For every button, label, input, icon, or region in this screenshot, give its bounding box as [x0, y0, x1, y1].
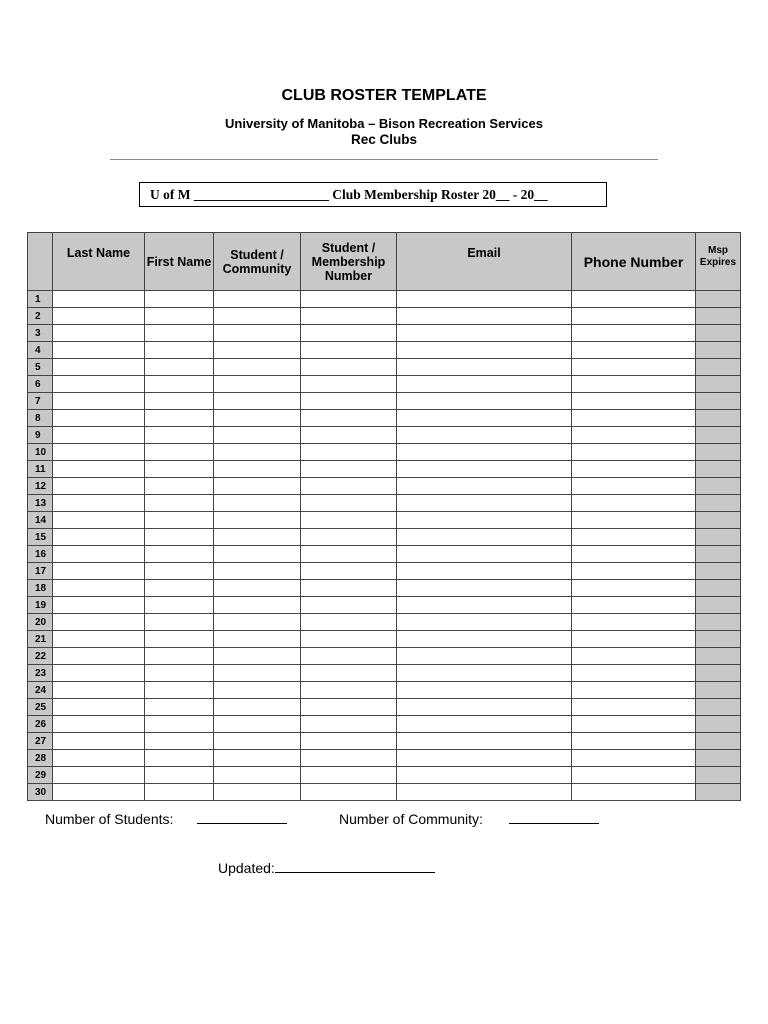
table-row [28, 665, 741, 682]
table-row [28, 682, 741, 699]
cell-last-name[interactable] [53, 546, 145, 563]
cell-last-name[interactable] [53, 529, 145, 546]
cell-membership-number[interactable] [301, 444, 397, 461]
cell-last-name[interactable] [53, 376, 145, 393]
cell-membership-number[interactable] [301, 784, 397, 801]
cell-student-community[interactable] [214, 342, 301, 359]
cell-msp-expires[interactable] [696, 376, 741, 393]
cell-first-name[interactable] [145, 461, 214, 478]
cell-student-community[interactable] [214, 665, 301, 682]
cell-first-name[interactable] [145, 699, 214, 716]
program-subtitle: Rec Clubs [350, 132, 418, 147]
cell-phone-number[interactable] [572, 359, 696, 376]
cell-phone-number[interactable] [572, 631, 696, 648]
row-number: 1 [28, 291, 53, 308]
cell-student-community[interactable] [214, 512, 301, 529]
table-row [28, 359, 741, 376]
table-row [28, 291, 741, 308]
cell-membership-number[interactable] [301, 512, 397, 529]
cell-student-community[interactable] [214, 631, 301, 648]
table-row [28, 580, 741, 597]
cell-first-name[interactable] [145, 784, 214, 801]
table-row [28, 733, 741, 750]
cell-msp-expires[interactable] [696, 325, 741, 342]
row-number: 25 [28, 699, 53, 716]
cell-membership-number[interactable] [301, 614, 397, 631]
cell-membership-number[interactable] [301, 291, 397, 308]
page-title: CLUB ROSTER TEMPLATE [281, 87, 487, 104]
cell-student-community[interactable] [214, 716, 301, 733]
cell-last-name[interactable] [53, 342, 145, 359]
organization-subtitle: University of Manitoba – Bison Recreation Services [225, 116, 543, 131]
table-row [28, 546, 741, 563]
cell-phone-number[interactable] [572, 563, 696, 580]
row-number: 4 [28, 342, 53, 359]
cell-first-name[interactable] [145, 342, 214, 359]
cell-email[interactable] [397, 325, 572, 342]
cell-phone-number[interactable] [572, 648, 696, 665]
table-row [28, 529, 741, 546]
cell-student-community[interactable] [214, 461, 301, 478]
cell-last-name[interactable] [53, 648, 145, 665]
cell-student-community[interactable] [214, 648, 301, 665]
cell-msp-expires[interactable] [696, 750, 741, 767]
cell-msp-expires[interactable] [696, 342, 741, 359]
cell-membership-number[interactable] [301, 665, 397, 682]
cell-last-name[interactable] [53, 750, 145, 767]
number-of-community [339, 811, 599, 827]
cell-membership-number[interactable] [301, 580, 397, 597]
cell-last-name[interactable] [53, 614, 145, 631]
cell-email[interactable] [397, 444, 572, 461]
cell-membership-number[interactable] [301, 308, 397, 325]
cell-email[interactable] [397, 648, 572, 665]
cell-student-community[interactable] [214, 308, 301, 325]
table-row [28, 716, 741, 733]
cell-student-community[interactable] [214, 410, 301, 427]
row-number: 3 [28, 325, 53, 342]
table-row [28, 699, 741, 716]
cell-membership-number[interactable] [301, 427, 397, 444]
cell-first-name[interactable] [145, 546, 214, 563]
cell-student-community[interactable] [214, 784, 301, 801]
cell-membership-number[interactable] [301, 750, 397, 767]
cell-last-name[interactable] [53, 580, 145, 597]
row-number: 29 [28, 767, 53, 784]
cell-first-name[interactable] [145, 478, 214, 495]
cell-email[interactable] [397, 478, 572, 495]
cell-last-name[interactable] [53, 699, 145, 716]
cell-phone-number[interactable] [572, 393, 696, 410]
table-row [28, 478, 741, 495]
cell-membership-number[interactable] [301, 648, 397, 665]
cell-student-community[interactable] [214, 767, 301, 784]
cell-last-name[interactable] [53, 427, 145, 444]
cell-first-name[interactable] [145, 308, 214, 325]
cell-student-community[interactable] [214, 563, 301, 580]
cell-phone-number[interactable] [572, 376, 696, 393]
row-number: 28 [28, 750, 53, 767]
cell-membership-number[interactable] [301, 359, 397, 376]
cell-phone-number[interactable] [572, 750, 696, 767]
cell-student-community[interactable] [214, 325, 301, 342]
table-row [28, 308, 741, 325]
column-header-student-community: Student / Community [214, 233, 301, 291]
updated-field[interactable] [275, 860, 435, 873]
row-number: 7 [28, 393, 53, 410]
cell-msp-expires[interactable] [696, 682, 741, 699]
row-number: 5 [28, 359, 53, 376]
cell-phone-number[interactable] [572, 614, 696, 631]
cell-membership-number[interactable] [301, 597, 397, 614]
cell-phone-number[interactable] [572, 682, 696, 699]
cell-first-name[interactable] [145, 359, 214, 376]
cell-msp-expires[interactable] [696, 308, 741, 325]
cell-first-name[interactable] [145, 648, 214, 665]
row-number: 9 [28, 427, 53, 444]
cell-first-name[interactable] [145, 410, 214, 427]
updated-line [218, 860, 435, 876]
number-of-students-label: Number of Students: [45, 811, 174, 827]
cell-phone-number[interactable] [572, 733, 696, 750]
row-number: 15 [28, 529, 53, 546]
cell-last-name[interactable] [53, 631, 145, 648]
cell-email[interactable] [397, 461, 572, 478]
table-row [28, 784, 741, 801]
row-number: 24 [28, 682, 53, 699]
cell-msp-expires[interactable] [696, 461, 741, 478]
cell-phone-number[interactable] [572, 529, 696, 546]
cell-student-community[interactable] [214, 529, 301, 546]
cell-membership-number[interactable] [301, 529, 397, 546]
cell-msp-expires[interactable] [696, 495, 741, 512]
row-number: 8 [28, 410, 53, 427]
cell-first-name[interactable] [145, 631, 214, 648]
cell-phone-number[interactable] [572, 410, 696, 427]
cell-email[interactable] [397, 359, 572, 376]
cell-email[interactable] [397, 529, 572, 546]
cell-msp-expires[interactable] [696, 512, 741, 529]
cell-membership-number[interactable] [301, 495, 397, 512]
cell-first-name[interactable] [145, 393, 214, 410]
row-number: 23 [28, 665, 53, 682]
cell-membership-number[interactable] [301, 716, 397, 733]
cell-msp-expires[interactable] [696, 614, 741, 631]
cell-msp-expires[interactable] [696, 665, 741, 682]
row-number: 20 [28, 614, 53, 631]
cell-last-name[interactable] [53, 716, 145, 733]
cell-email[interactable] [397, 512, 572, 529]
cell-msp-expires[interactable] [696, 767, 741, 784]
cell-email[interactable] [397, 546, 572, 563]
cell-msp-expires[interactable] [696, 563, 741, 580]
cell-msp-expires[interactable] [696, 699, 741, 716]
cell-membership-number[interactable] [301, 733, 397, 750]
cell-msp-expires[interactable] [696, 410, 741, 427]
cell-membership-number[interactable] [301, 410, 397, 427]
cell-last-name[interactable] [53, 495, 145, 512]
cell-email[interactable] [397, 410, 572, 427]
row-number: 27 [28, 733, 53, 750]
cell-last-name[interactable] [53, 597, 145, 614]
cell-msp-expires[interactable] [696, 648, 741, 665]
cell-last-name[interactable] [53, 784, 145, 801]
cell-first-name[interactable] [145, 512, 214, 529]
cell-membership-number[interactable] [301, 682, 397, 699]
cell-email[interactable] [397, 716, 572, 733]
cell-membership-number[interactable] [301, 767, 397, 784]
cell-msp-expires[interactable] [696, 597, 741, 614]
cell-msp-expires[interactable] [696, 359, 741, 376]
row-number: 12 [28, 478, 53, 495]
cell-first-name[interactable] [145, 495, 214, 512]
cell-last-name[interactable] [53, 291, 145, 308]
cell-phone-number[interactable] [572, 665, 696, 682]
cell-first-name[interactable] [145, 376, 214, 393]
cell-last-name[interactable] [53, 563, 145, 580]
row-number: 14 [28, 512, 53, 529]
cell-last-name[interactable] [53, 478, 145, 495]
cell-last-name[interactable] [53, 393, 145, 410]
cell-first-name[interactable] [145, 733, 214, 750]
number-of-community-field[interactable] [509, 811, 599, 824]
cell-membership-number[interactable] [301, 325, 397, 342]
cell-student-community[interactable] [214, 614, 301, 631]
cell-first-name[interactable] [145, 563, 214, 580]
row-number: 21 [28, 631, 53, 648]
cell-student-community[interactable] [214, 699, 301, 716]
cell-phone-number[interactable] [572, 444, 696, 461]
cell-phone-number[interactable] [572, 495, 696, 512]
column-header-email: Email [397, 233, 572, 291]
cell-last-name[interactable] [53, 308, 145, 325]
number-of-students-field[interactable] [197, 811, 287, 824]
cell-last-name[interactable] [53, 410, 145, 427]
table-row [28, 461, 741, 478]
column-header-phone-number: Phone Number [572, 233, 696, 291]
cell-student-community[interactable] [214, 393, 301, 410]
cell-first-name[interactable] [145, 580, 214, 597]
cell-email[interactable] [397, 427, 572, 444]
cell-email[interactable] [397, 597, 572, 614]
row-number: 2 [28, 308, 53, 325]
cell-phone-number[interactable] [572, 427, 696, 444]
cell-last-name[interactable] [53, 444, 145, 461]
cell-phone-number[interactable] [572, 784, 696, 801]
cell-email[interactable] [397, 376, 572, 393]
cell-student-community[interactable] [214, 546, 301, 563]
cell-email[interactable] [397, 495, 572, 512]
cell-membership-number[interactable] [301, 478, 397, 495]
column-header-last-name: Last Name [53, 233, 145, 291]
cell-email[interactable] [397, 393, 572, 410]
row-number: 17 [28, 563, 53, 580]
cell-first-name[interactable] [145, 767, 214, 784]
roster-table [27, 232, 741, 801]
cell-msp-expires[interactable] [696, 784, 741, 801]
cell-last-name[interactable] [53, 733, 145, 750]
cell-email[interactable] [397, 682, 572, 699]
cell-msp-expires[interactable] [696, 529, 741, 546]
cell-first-name[interactable] [145, 614, 214, 631]
table-row [28, 495, 741, 512]
cell-phone-number[interactable] [572, 716, 696, 733]
row-number: 18 [28, 580, 53, 597]
table-row [28, 597, 741, 614]
table-row [28, 342, 741, 359]
cell-msp-expires[interactable] [696, 716, 741, 733]
cell-msp-expires[interactable] [696, 478, 741, 495]
cell-first-name[interactable] [145, 750, 214, 767]
cell-phone-number[interactable] [572, 308, 696, 325]
cell-first-name[interactable] [145, 325, 214, 342]
table-row [28, 444, 741, 461]
table-row [28, 410, 741, 427]
table-row [28, 750, 741, 767]
cell-last-name[interactable] [53, 359, 145, 376]
cell-first-name[interactable] [145, 529, 214, 546]
cell-phone-number[interactable] [572, 546, 696, 563]
table-row [28, 427, 741, 444]
cell-first-name[interactable] [145, 665, 214, 682]
cell-phone-number[interactable] [572, 699, 696, 716]
cell-student-community[interactable] [214, 733, 301, 750]
number-of-students [45, 811, 287, 827]
table-row [28, 631, 741, 648]
cell-student-community[interactable] [214, 359, 301, 376]
cell-membership-number[interactable] [301, 546, 397, 563]
cell-student-community[interactable] [214, 682, 301, 699]
cell-membership-number[interactable] [301, 461, 397, 478]
cell-phone-number[interactable] [572, 291, 696, 308]
table-row [28, 563, 741, 580]
table-row [28, 512, 741, 529]
cell-student-community[interactable] [214, 478, 301, 495]
cell-msp-expires[interactable] [696, 546, 741, 563]
row-number: 26 [28, 716, 53, 733]
cell-email[interactable] [397, 308, 572, 325]
cell-msp-expires[interactable] [696, 393, 741, 410]
cell-email[interactable] [397, 750, 572, 767]
club-roster-heading-box: U of M ____________________ Club Membership Roster 20__ - 20__ [139, 182, 607, 207]
column-header-first-name: First Name [145, 233, 214, 291]
cell-phone-number[interactable] [572, 478, 696, 495]
cell-student-community[interactable] [214, 444, 301, 461]
cell-phone-number[interactable] [572, 325, 696, 342]
row-number: 10 [28, 444, 53, 461]
table-row [28, 767, 741, 784]
cell-membership-number[interactable] [301, 342, 397, 359]
row-number: 30 [28, 784, 53, 801]
cell-first-name[interactable] [145, 444, 214, 461]
cell-first-name[interactable] [145, 716, 214, 733]
column-header-num [28, 233, 53, 291]
row-number: 13 [28, 495, 53, 512]
row-number: 19 [28, 597, 53, 614]
column-header-msp-expires: Msp Expires [696, 233, 741, 291]
cell-email[interactable] [397, 784, 572, 801]
cell-email[interactable] [397, 342, 572, 359]
cell-phone-number[interactable] [572, 597, 696, 614]
cell-last-name[interactable] [53, 461, 145, 478]
cell-membership-number[interactable] [301, 699, 397, 716]
cell-student-community[interactable] [214, 376, 301, 393]
cell-msp-expires[interactable] [696, 291, 741, 308]
cell-membership-number[interactable] [301, 376, 397, 393]
row-number: 16 [28, 546, 53, 563]
cell-msp-expires[interactable] [696, 444, 741, 461]
cell-email[interactable] [397, 563, 572, 580]
cell-msp-expires[interactable] [696, 631, 741, 648]
updated-label: Updated: [218, 860, 275, 876]
cell-student-community[interactable] [214, 750, 301, 767]
cell-phone-number[interactable] [572, 767, 696, 784]
cell-student-community[interactable] [214, 580, 301, 597]
table-row [28, 648, 741, 665]
table-row [28, 325, 741, 342]
cell-email[interactable] [397, 580, 572, 597]
table-header-row [28, 233, 741, 291]
table-row [28, 393, 741, 410]
cell-membership-number[interactable] [301, 393, 397, 410]
cell-first-name[interactable] [145, 291, 214, 308]
cell-msp-expires[interactable] [696, 580, 741, 597]
table-row [28, 614, 741, 631]
cell-first-name[interactable] [145, 427, 214, 444]
cell-first-name[interactable] [145, 682, 214, 699]
row-number: 11 [28, 461, 53, 478]
table-row [28, 376, 741, 393]
cell-email[interactable] [397, 733, 572, 750]
cell-phone-number[interactable] [572, 461, 696, 478]
cell-phone-number[interactable] [572, 342, 696, 359]
cell-msp-expires[interactable] [696, 733, 741, 750]
cell-student-community[interactable] [214, 597, 301, 614]
row-number: 22 [28, 648, 53, 665]
cell-email[interactable] [397, 767, 572, 784]
cell-email[interactable] [397, 631, 572, 648]
header-divider [110, 159, 658, 160]
cell-last-name[interactable] [53, 512, 145, 529]
row-number: 6 [28, 376, 53, 393]
column-header-membership-number: Student / Membership Number [301, 233, 397, 291]
cell-student-community[interactable] [214, 495, 301, 512]
cell-email[interactable] [397, 291, 572, 308]
cell-student-community[interactable] [214, 291, 301, 308]
cell-last-name[interactable] [53, 767, 145, 784]
cell-msp-expires[interactable] [696, 427, 741, 444]
cell-email[interactable] [397, 699, 572, 716]
cell-first-name[interactable] [145, 597, 214, 614]
cell-phone-number[interactable] [572, 512, 696, 529]
cell-membership-number[interactable] [301, 631, 397, 648]
number-of-community-label: Number of Community: [339, 811, 483, 827]
cell-phone-number[interactable] [572, 580, 696, 597]
cell-email[interactable] [397, 665, 572, 682]
cell-student-community[interactable] [214, 427, 301, 444]
cell-last-name[interactable] [53, 325, 145, 342]
cell-last-name[interactable] [53, 682, 145, 699]
cell-last-name[interactable] [53, 665, 145, 682]
cell-email[interactable] [397, 614, 572, 631]
cell-membership-number[interactable] [301, 563, 397, 580]
